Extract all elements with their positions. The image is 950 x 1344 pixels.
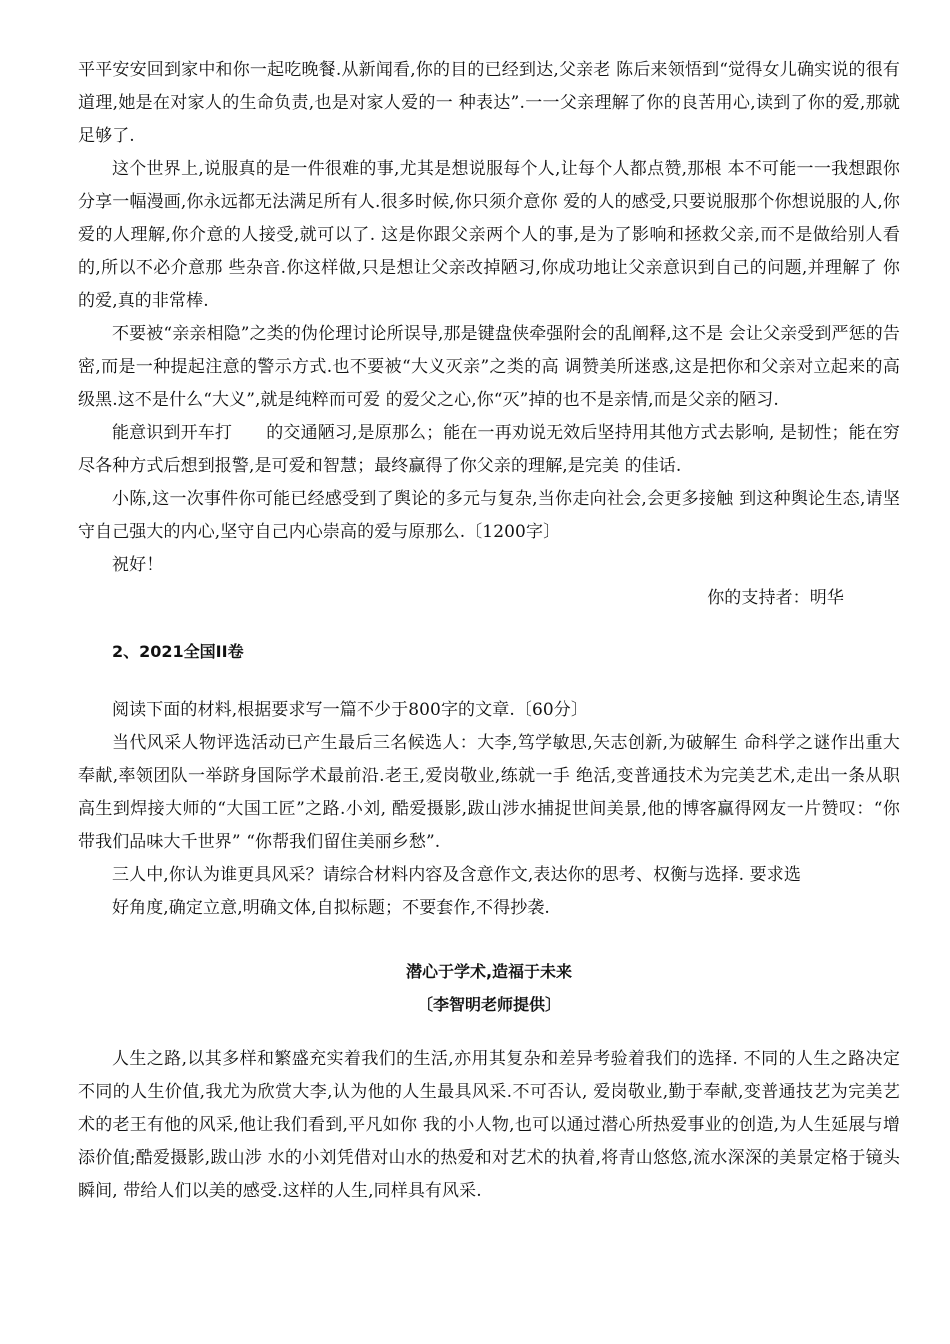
essay-paragraph-1: 人生之路,以其多样和繁盛充实着我们的生活,亦用其复杂和差异考验着我们的选择. 不同的人生之路决定不同的人生价值,我尤为欣赏大李,认为他的人生最具风采.不可否认, 爱岗敬业,勤于奉献,变普通技艺为完美艺术的老王有他的风采,他让我们看到,平凡如你 我的小人物,也可以通过潜心所热爱事业的创造,为人生延展与增添价值;酷爱摄影,跋山涉 水的小刘凭借对山水的热爱和对艺术的执着,将青山悠悠,流水深深的美景定格于镜头瞬间, 带给人们以美的感受.这样的人生,同样具有风采.: [78, 1049, 900, 1201]
essay-instruction: 阅读下面的材料,根据要求写一篇不少于800字的文章.〔60分〕: [112, 700, 588, 720]
letter-paragraph-5: 小陈,这一次事件你可能已经感受到了舆论的多元与复杂,当你走向社会,会更多接触 到这种舆论生态,请坚守自己强大的内心,坚守自己内心崇高的爱与原那么.〔1200字〕: [78, 489, 900, 542]
essay-title-block: [78, 955, 900, 1021]
essay-material: 当代风采人物评选活动已产生最后三名候选人：大李,笃学敏思,矢志创新,为破解生 命科学之谜作出重大奉献,率领团队一举跻身国际学术最前沿.老王,爱岗敬业,练就一手 绝活,变普通技术为完美艺术,走出一条从职高生到焊接大师的“大国工匠”之路.小刘, 酷爱摄影,跋山涉水捕捉世间美景,他的博客赢得网友一片赞叹：“你带我们品味大千世界” “你帮我们留住美丽乡愁”.: [78, 733, 900, 852]
essay-requirement-line-1: 三人中,你认为谁更具风采？请综合材料内容及含意作文,表达你的思考、权衡与选择. 要求选: [112, 865, 801, 885]
letter-closing: 祝好！: [112, 555, 164, 575]
section-heading: 2、2021全国II卷: [112, 642, 244, 661]
essay-requirement-line-2: 好角度,确定立意,明确文体,自拟标题；不要套作,不得抄袭.: [112, 898, 550, 918]
letter-paragraph-2: 这个世界上,说服真的是一件很难的事,尤其是想说服每个人,让每个人都点赞,那根 本不可能一一我想跟你分享一幅漫画,你永远都无法满足所有人.很多时候,你只须介意你 爱的人的感受,只要说服那个你想说服的人,你爱的人理解,你介意的人接受,就可以了. 这是你跟父亲两个人的事,是为了影响和拯救父亲,而不是做给别人看的,所以不必介意那 些杂音.你这样做,只是想让父亲改掉陋习,你成功地让父亲意识到自己的问题,并理解了 你的爱,真的非常棒.: [78, 159, 900, 311]
document-page: [78, 54, 900, 1208]
essay-title: 潜心于学术,造福于未来: [405, 962, 573, 981]
letter-signature: 你的支持者：明华: [707, 588, 844, 608]
letter-paragraph-4: 能意识到开车打 的交通陋习,是原那么；能在一再劝说无效后坚持用其他方式去影响, 是韧性；能在穷尽各种方式后想到报警,是可爱和智慧；最终赢得了你父亲的理解,是完美 的佳话.: [78, 423, 900, 476]
essay-author: 〔李智明老师提供〕: [416, 995, 561, 1014]
letter-paragraph-3: 不要被“亲亲相隐”之类的伪伦理讨论所误导,那是键盘侠牵强附会的乱阐释,这不是 会让父亲受到严惩的告密,而是一种提起注意的警示方式.也不要被“大义灭亲”之类的高 调赞美所迷惑,这是把你和父亲对立起来的高级黑.这不是什么“大义”,就是纯粹而可爱 的爱父之心,你“灭”掉的也不是亲情,而是父亲的陋习.: [78, 324, 900, 410]
letter-paragraph-1: 平平安安回到家中和你一起吃晚餐.从新闻看,你的目的已经到达,父亲老 陈后来领悟到“觉得女儿确实说的很有道理,她是在对家人的生命负责,也是对家人爱的一 种表达”.一一父亲理解了你的良苦用心,读到了你的爱,那就足够了.: [78, 60, 900, 146]
